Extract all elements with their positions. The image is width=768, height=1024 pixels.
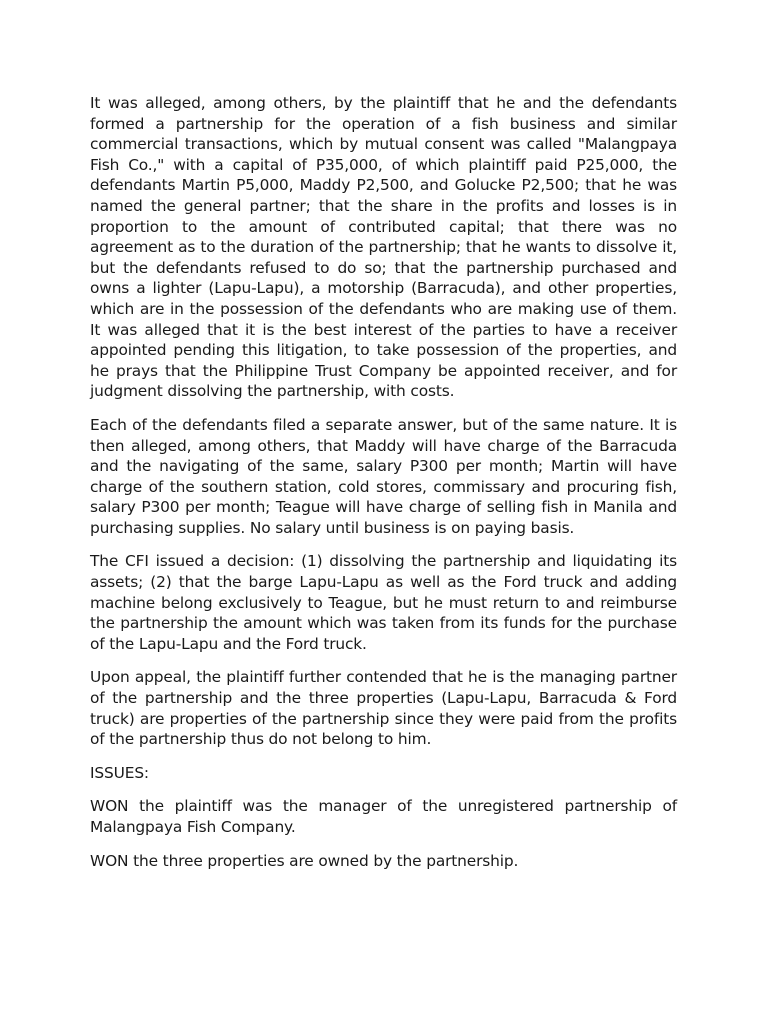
document-page xyxy=(90,93,677,884)
paragraph-allegations: It was alleged, among others, by the plaintiff that he and the defendants formed a partnership for the operation of a fish business and similar commercial transactions, which by mutual consent was called "Malangpaya Fish Co.," with a capital of P35,000, of which plaintiff paid P25,000, the defendants Martin P5,000, Maddy P2,500, and Golucke P2,500; that he was named the general partner; that the share in the profits and losses is in proportion to the amount of contributed capital; that there was no agreement as to the duration of the partnership; that he wants to dissolve it, but the defendants refused to do so; that the partnership purchased and owns a lighter (Lapu-Lapu), a motorship (Barracuda), and other properties, which are in the possession of the defendants who are making use of them. It was alleged that it is the best interest of the parties to have a receiver appointed pending this litigation, to take possession of the properties, and he prays that the Philippine Trust Company be appointed receiver, and for judgment dissolving the partnership, with costs. xyxy=(90,94,677,401)
paragraph-defendants-answer: Each of the defendants filed a separate answer, but of the same nature. It is then alleged, among others, that Maddy will have charge of the Barracuda and the navigating of the same, salary P300 per month; Martin will have charge of the southern station, cold stores, commissary and procuring fish, salary P300 per month; Teague will have charge of selling fish in Manila and purchasing supplies. No salary until business is on paying basis. xyxy=(90,415,677,537)
paragraph-cfi-decision: The CFI issued a decision: (1) dissolving the partnership and liquidating its assets; (2) that the barge Lapu-Lapu as well as the Ford truck and adding machine belong exclusively to Teague, but he must return to and reimburse the partnership the amount which was taken from its funds for the purchase of the Lapu-Lapu and the Ford truck. xyxy=(90,552,677,653)
issue-item-1: WON the plaintiff was the manager of the unregistered partnership of Malangpaya Fish Company. xyxy=(90,797,677,836)
paragraph-appeal: Upon appeal, the plaintiff further contended that he is the managing partner of the partnership and the three properties (Lapu-Lapu, Barracuda & Ford truck) are properties of the partnership since they were paid from the profits of the partnership thus do not belong to him. xyxy=(90,668,677,749)
issue-item-2: WON the three properties are owned by the partnership. xyxy=(90,851,519,870)
issues-heading: ISSUES: xyxy=(90,763,149,782)
